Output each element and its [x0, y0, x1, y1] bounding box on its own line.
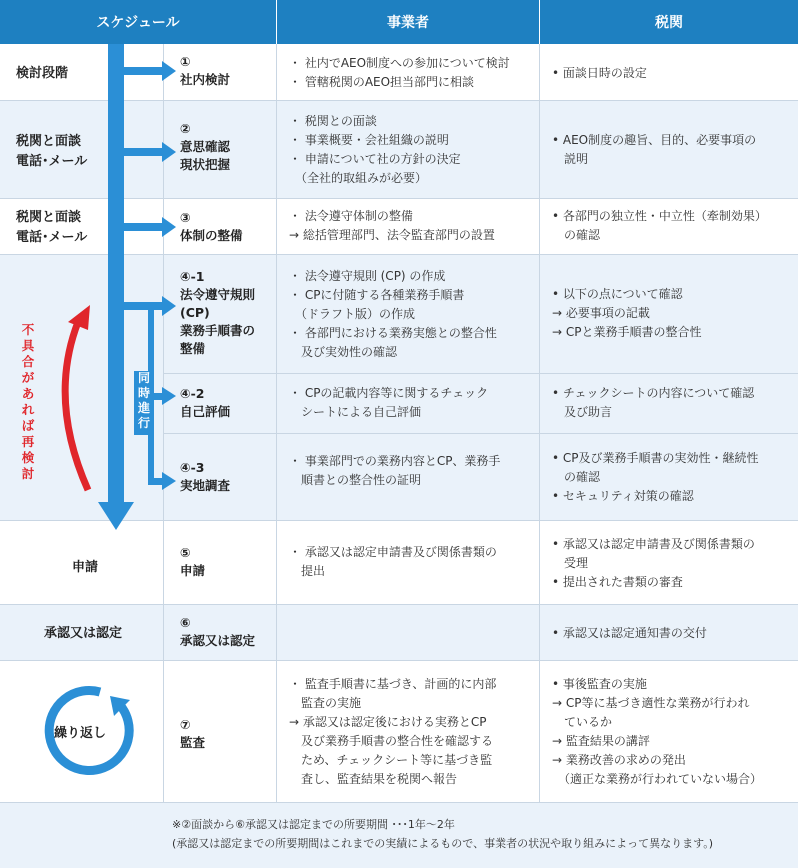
operator-text: 及び業務手順書の整合性を確認する — [289, 734, 494, 748]
step-title: 現状把握 — [180, 157, 231, 172]
customs-cell-5 — [552, 535, 755, 592]
operator-cell-2 — [289, 112, 461, 188]
operator-text: ため、チェックシート等に基づき監 — [289, 753, 493, 767]
operator-text: ・ 事業概要・会社組織の説明 — [289, 133, 449, 147]
customs-text: • 面談日時の設定 — [552, 66, 647, 80]
operator-text: 順書との整合性の証明 — [289, 473, 422, 487]
step-number: ② — [180, 121, 191, 136]
redo-char: 具 — [21, 338, 35, 353]
customs-text: の確認 — [552, 470, 601, 484]
step-number: ③ — [180, 210, 191, 225]
redo-char: 検 — [21, 450, 35, 465]
schedule-label-3 — [16, 208, 179, 248]
customs-text: • 承認又は認定通知書の交付 — [552, 626, 707, 640]
customs-text: 説明 — [552, 152, 589, 166]
schedule-text: 申請 — [72, 560, 99, 575]
operator-text: ・ 税関との面談 — [289, 114, 377, 128]
redo-char: 再 — [21, 434, 35, 449]
step-4-1 — [180, 268, 280, 358]
operator-text: ・ 各部門における業務実態との整合性 — [289, 326, 497, 340]
schedule-label-2 — [16, 132, 179, 172]
parallel-char: 進 — [137, 401, 150, 415]
step-4-2 — [180, 385, 280, 421]
step-3 — [180, 209, 280, 245]
customs-text: → 業務改善の求めの発出 — [552, 753, 686, 767]
arrow-to-step-4-1 — [162, 296, 176, 316]
customs-text: • 各部門の独立性・中立性（牽制効果） — [552, 209, 767, 223]
operator-text: ・ 法令遵守体制の整備 — [289, 209, 413, 223]
customs-text: ているか — [552, 715, 613, 729]
operator-cell-4-3 — [289, 452, 500, 490]
header-customs: 税関 — [540, 0, 798, 44]
customs-cell-7 — [552, 675, 762, 789]
operator-text: ・ CPに付随する各種業務手順書 — [289, 288, 465, 302]
customs-text: → 必要事項の記載 — [552, 306, 650, 320]
step-5 — [180, 544, 280, 580]
step-title: 自己評価 — [180, 404, 231, 419]
step-title: 社内検討 — [180, 72, 231, 87]
step-number: ① — [180, 54, 191, 69]
operator-text: → 総括管理部門、法令監査部門の設置 — [289, 228, 495, 242]
customs-text: 受理 — [552, 556, 589, 570]
operator-text: 監査の実施 — [289, 696, 362, 710]
customs-text: の確認 — [552, 228, 601, 242]
operator-text: シートによる自己評価 — [289, 405, 422, 419]
operator-text: ・ 承認又は認定申請書及び関係書類の — [289, 545, 497, 559]
schedule-text: 税関と面談 — [16, 210, 82, 225]
operator-cell-3 — [289, 207, 495, 245]
step-title: 承認又は認定 — [180, 633, 256, 648]
step-number: ⑦ — [180, 717, 191, 732]
customs-cell-4-3 — [552, 449, 759, 506]
footnote-line-2: (承認又は認定までの所要期間はこれまでの実績によるもので、事業者の状況や取り組みによって異なります。) — [172, 837, 713, 850]
customs-text: • CP及び業務手順書の実効性・継続性 — [552, 451, 759, 465]
footnote-line-1: ※②面談から⑥承認又は認定までの所要期間 ･･･1年～2年 — [172, 818, 455, 831]
operator-text: （ドラフト版）の作成 — [289, 307, 416, 321]
operator-text: ・ 社内でAEO制度への参加について検討 — [289, 56, 510, 70]
step-title: 意思確認 — [180, 139, 231, 154]
operator-text: 査し、監査結果を税関へ報告 — [289, 772, 458, 786]
step-title: 申請 — [180, 563, 206, 578]
repeat-label: 繰り返し — [53, 726, 106, 741]
step-number: ⑤ — [180, 545, 191, 560]
operator-cell-4-1 — [289, 267, 497, 362]
operator-text: 及び実効性の確認 — [289, 345, 398, 359]
customs-text: → 監査結果の講評 — [552, 734, 650, 748]
operator-text: ・ 法令遵守規則 (CP) の作成 — [289, 269, 446, 283]
header-schedule: スケジュール — [0, 0, 276, 44]
customs-text: • チェックシートの内容について確認 — [552, 386, 755, 400]
step-number: ④-2 — [180, 386, 205, 401]
schedule-text: 税関と面談 — [16, 134, 82, 149]
customs-text: （適正な業務が行われていない場合） — [552, 772, 763, 786]
parallel-char: 同 — [137, 371, 150, 385]
header-operator: 事業者 — [277, 0, 539, 44]
customs-cell-4-1 — [552, 285, 702, 342]
parallel-char: 時 — [137, 386, 150, 400]
customs-cell-4-2 — [552, 384, 754, 422]
operator-cell-7 — [289, 675, 496, 789]
redo-char: 合 — [21, 354, 35, 369]
redo-char: が — [21, 370, 35, 385]
customs-text: • セキュリティ対策の確認 — [552, 489, 694, 503]
redo-label — [19, 322, 37, 482]
schedule-text: 検討段階 — [16, 66, 69, 81]
step-number: ④-3 — [180, 460, 205, 475]
main-flow-arrow-shaft — [108, 44, 124, 502]
customs-text: → CPと業務手順書の整合性 — [552, 325, 702, 339]
schedule-label-1 — [16, 64, 179, 84]
customs-text: • 承認又は認定申請書及び関係書類の — [552, 537, 755, 551]
customs-text: • 事後監査の実施 — [552, 677, 647, 691]
operator-text: ・ 監査手順書に基づき、計画的に内部 — [289, 677, 497, 691]
redo-char: 不 — [21, 322, 35, 337]
step-title: 監査 — [180, 735, 206, 750]
customs-cell-6 — [552, 624, 707, 643]
customs-cell-3 — [552, 207, 767, 245]
step-title: 体制の整備 — [180, 228, 243, 243]
parallel-label — [134, 371, 154, 431]
customs-text: → CP等に基づき適性な業務が行われ — [552, 696, 750, 710]
step-number: ④-1 — [180, 269, 205, 284]
operator-text: ・ 管轄税関のAEO担当部門に相談 — [289, 75, 475, 89]
customs-cell-1 — [552, 64, 647, 83]
step-6 — [180, 614, 280, 650]
operator-text: ・ 事業部門での業務内容とCP、業務手 — [289, 454, 501, 468]
step-4-3 — [180, 459, 280, 495]
step-7 — [180, 716, 280, 752]
redo-char: れ — [21, 402, 35, 417]
customs-text: • 提出された書類の審査 — [552, 575, 683, 589]
operator-text: ・ 申請について社の方針の決定 — [289, 152, 461, 166]
step-title: 業務手順書の — [180, 323, 256, 338]
operator-text: ・ CPの記載内容等に関するチェック — [289, 386, 489, 400]
step-title: 法令遵守規則 — [180, 287, 256, 302]
redo-char: ば — [21, 418, 35, 433]
parallel-char: 行 — [137, 416, 150, 430]
step-number: ⑥ — [180, 615, 191, 630]
schedule-text: 電話･メール — [16, 154, 88, 169]
operator-cell-4-2 — [289, 384, 488, 422]
operator-cell-5 — [289, 543, 497, 581]
operator-text: 提出 — [289, 564, 326, 578]
customs-text: • 以下の点について確認 — [552, 287, 683, 301]
step-title: (CP) — [180, 305, 210, 320]
redo-char: 討 — [21, 466, 35, 481]
schedule-text: 電話･メール — [16, 230, 88, 245]
step-1 — [180, 53, 280, 89]
redo-arrowhead — [68, 305, 90, 330]
redo-curve — [65, 322, 88, 490]
operator-text: → 承認又は認定後における実務とCP — [289, 715, 487, 729]
redo-char: あ — [21, 386, 35, 401]
operator-cell-1 — [289, 54, 510, 92]
main-flow-arrowhead — [98, 502, 134, 530]
arrow-to-step-4-3 — [162, 472, 176, 490]
customs-text: 及び助言 — [552, 405, 613, 419]
step-title: 実地調査 — [180, 478, 231, 493]
step-title: 整備 — [180, 341, 206, 356]
schedule-text: 承認又は認定 — [44, 626, 123, 641]
arrow-to-step-4-2 — [162, 387, 176, 405]
operator-text: （全社的取組みが必要） — [289, 171, 428, 185]
step-2 — [180, 120, 280, 174]
customs-cell-2 — [552, 131, 756, 169]
customs-text: • AEO制度の趣旨、目的、必要事項の — [552, 133, 757, 147]
